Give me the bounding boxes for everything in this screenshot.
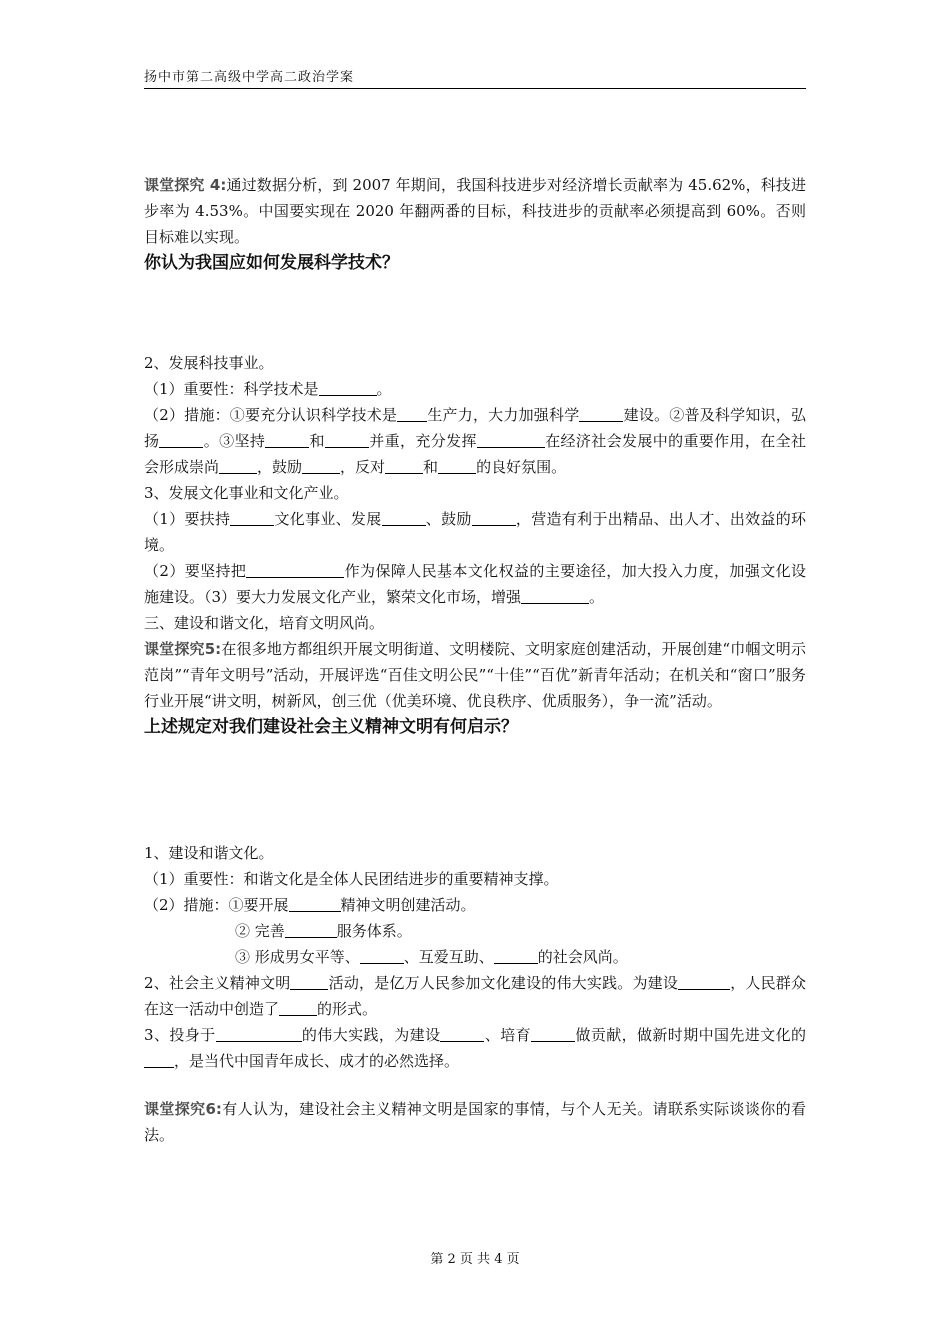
- fill-blank[interactable]: [385, 458, 423, 474]
- explore-6-paragraph: [144, 1096, 806, 1148]
- explore-5-question: 上述规定对我们建设社会主义精神文明有何启示？: [144, 717, 518, 737]
- fill-blank[interactable]: [438, 458, 476, 474]
- section-3-item-2: [144, 558, 806, 610]
- harmony-section-3: [144, 1022, 806, 1074]
- text-span: 。: [589, 588, 605, 606]
- text-span: ，营造有利于出精品、出人才、出效益的环境。: [144, 510, 806, 554]
- explore-5-label: 课堂探究5:: [144, 640, 222, 658]
- explore-5-paragraph: [144, 636, 806, 714]
- part-3-title: 三、建设和谐文化，培育文明风尚。: [144, 614, 385, 632]
- harmony-item-3: [144, 918, 806, 944]
- fill-blank[interactable]: [360, 948, 404, 964]
- fill-blank[interactable]: [279, 1000, 317, 1016]
- fill-blank[interactable]: [440, 1026, 484, 1042]
- fill-blank[interactable]: [230, 510, 274, 526]
- harmony-section-1-title: 1、建设和谐文化。: [144, 844, 274, 862]
- fill-blank[interactable]: [521, 588, 589, 604]
- text-span: （2）措施：①要开展: [144, 896, 289, 914]
- section-3-item-1: [144, 506, 806, 558]
- text-span: ，是当代中国青年成长、成才的必然选择。: [174, 1052, 460, 1070]
- fill-blank[interactable]: [246, 562, 344, 578]
- section-2-item-2: [144, 402, 806, 480]
- fill-blank[interactable]: [219, 458, 257, 474]
- fill-blank[interactable]: [159, 432, 203, 448]
- harmony-item-4: [144, 944, 806, 970]
- fill-blank[interactable]: [678, 974, 730, 990]
- answer-space: [144, 276, 806, 350]
- harmony-item-2: [144, 892, 806, 918]
- text-span: 的良好氛围。: [476, 458, 567, 476]
- text-span: 精神文明创建活动。: [340, 896, 476, 914]
- harmony-item-1: （1）重要性：和谐文化是全体人民团结进步的重要精神支撑。: [144, 870, 559, 888]
- text-span: （2）措施：①要充分认识科学技术是: [144, 406, 398, 424]
- text-span: ，人民群众在这一活动中创造了: [144, 974, 806, 1018]
- fill-blank[interactable]: [290, 974, 328, 990]
- fill-blank[interactable]: [382, 510, 426, 526]
- harmony-section-2: [144, 970, 806, 1022]
- explore-6-text: 有人认为，建设社会主义精神文明是国家的事情，与个人无关。请联系实际谈谈你的看法。: [144, 1100, 806, 1144]
- text-span: 。: [376, 380, 392, 398]
- fill-blank[interactable]: [285, 922, 337, 938]
- explore-4-paragraph: [144, 172, 806, 250]
- fill-blank[interactable]: [216, 1026, 302, 1042]
- text-span: 并重，充分发挥: [368, 432, 477, 450]
- text-span: 服务体系。: [336, 922, 412, 940]
- section-3-title: 3、发展文化事业和文化产业。: [144, 484, 349, 502]
- text-span: （2）要坚持把: [144, 562, 247, 580]
- fill-blank[interactable]: [289, 896, 341, 912]
- explore-4-label: 课堂探究 4:: [144, 176, 227, 194]
- text-span: （1）要扶持: [144, 510, 231, 528]
- fill-blank[interactable]: [325, 432, 369, 448]
- text-span: 、互爱互助、: [403, 948, 494, 966]
- fill-blank[interactable]: [302, 458, 340, 474]
- document-body: [144, 172, 806, 1148]
- text-span: 3、投身于: [144, 1026, 216, 1044]
- fill-blank[interactable]: [265, 432, 309, 448]
- answer-space: [144, 740, 806, 840]
- fill-blank[interactable]: [579, 406, 623, 422]
- text-span: 做贡献，做新时期中国先进文化的: [575, 1026, 806, 1044]
- text-span: 的伟大实践，为建设: [301, 1026, 441, 1044]
- page-header: [144, 66, 806, 89]
- fill-blank[interactable]: [477, 432, 545, 448]
- text-span: ② 完善: [235, 922, 285, 940]
- text-span: 、鼓励: [425, 510, 472, 528]
- header-title: 扬中市第二高级中学高二政治学案: [144, 70, 355, 85]
- text-span: 和: [423, 458, 439, 476]
- text-span: 文化事业、发展: [274, 510, 382, 528]
- text-span: 的形式。: [317, 1000, 378, 1018]
- text-span: 活动，是亿万人民参加文化建设的伟大实践。为建设: [328, 974, 679, 992]
- fill-blank[interactable]: [319, 380, 377, 396]
- fill-blank[interactable]: [397, 406, 427, 422]
- explore-4-text: 通过数据分析，到 2007 年期间，我国科技进步对经济增长贡献率为 45.62%，科技进步率为 4.53%。中国要实现在 2020 年翻两番的目标，科技进步的贡献率必须提高到 60%。否则目标难以实现。: [144, 176, 806, 246]
- text-span: 的社会风尚。: [537, 948, 628, 966]
- text-span: 建设。②普及科学知识，弘扬: [144, 406, 806, 450]
- fill-blank[interactable]: [144, 1052, 174, 1068]
- text-span: ③ 形成男女平等、: [235, 948, 360, 966]
- section-2-title: 2、发展科技事业。: [144, 354, 274, 372]
- spacer: [144, 1074, 806, 1096]
- text-span: ，反对: [340, 458, 386, 476]
- page-footer: [0, 1248, 950, 1267]
- text-span: 在经济社会发展中的重要作用，在全社会形成崇尚: [144, 432, 806, 476]
- explore-6-label: 课堂探究6:: [144, 1100, 222, 1118]
- explore-4-question: 你认为我国应如何发展科学技术？: [144, 253, 399, 273]
- text-span: 和: [309, 432, 325, 450]
- section-2-item-1: [144, 376, 806, 402]
- text-span: ，鼓励: [257, 458, 303, 476]
- text-span: 、培育: [484, 1026, 532, 1044]
- fill-blank[interactable]: [472, 510, 516, 526]
- explore-5-text: 在很多地方都组织开展文明街道、文明楼院、文明家庭创建活动，开展创建“巾帼文明示范岗”“青年文明号”活动，开展评选“百佳文明公民”“十佳”“百优”新青年活动；在机关和“窗口”服务行业开展“讲文明，树新风，创三优（优美环境、优良秩序、优质服务），争一流”活动。: [144, 640, 806, 710]
- text-span: 2、社会主义精神文明: [144, 974, 291, 992]
- fill-blank[interactable]: [494, 948, 538, 964]
- text-span: 作为保障人民基本文化权益的主要途径，加大投入力度，加强文化设施建设。（3）要大力发展文化产业，繁荣文化市场，增强: [144, 562, 806, 606]
- fill-blank[interactable]: [531, 1026, 575, 1042]
- text-span: 。③坚持: [203, 432, 266, 450]
- text-span: （1）重要性：科学技术是: [144, 380, 319, 398]
- page-number: 第 2 页 共 4 页: [430, 1252, 520, 1267]
- text-span: 生产力，大力加强科学: [427, 406, 580, 424]
